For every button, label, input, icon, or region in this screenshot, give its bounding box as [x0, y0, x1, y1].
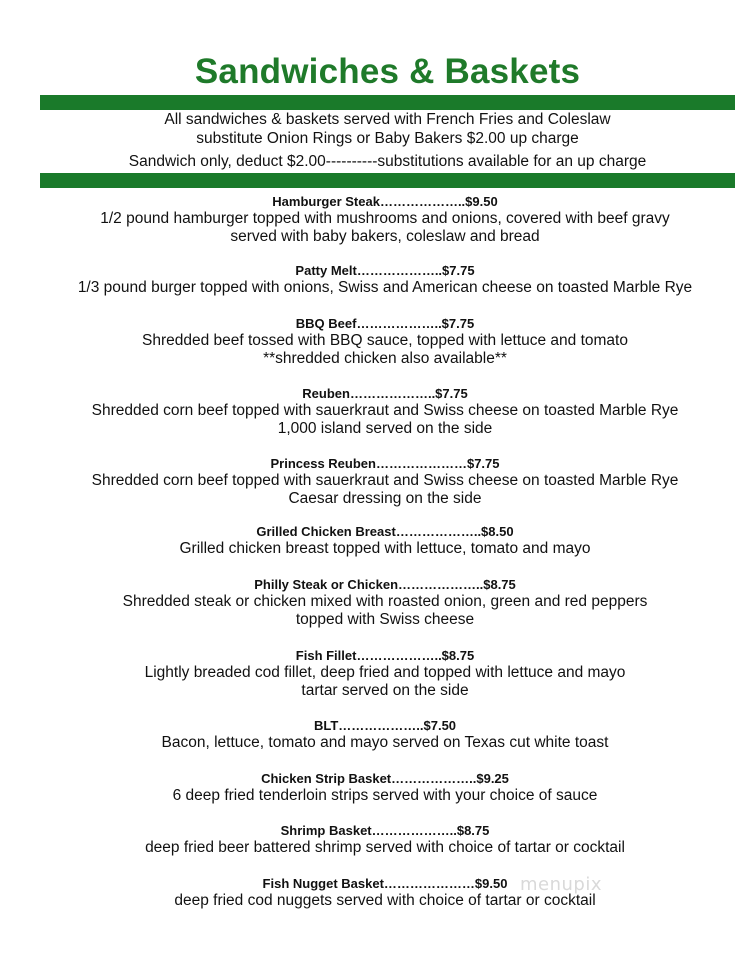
menu-item-blt: [0, 718, 750, 752]
item-description: deep fried beer battered shrimp served with choice of tartar or cocktail: [145, 839, 625, 856]
item-name-price: Princess Reuben…………………$7.75: [270, 456, 500, 471]
item-description: 1/3 pound burger topped with onions, Swiss and American cheese on toasted Marble Rye: [77, 279, 693, 296]
item-description: 6 deep fried tenderloin strips served with your choice of sauce: [172, 787, 598, 804]
green-divider-top: [40, 95, 735, 110]
menu-item-hamburger-steak: [0, 194, 750, 246]
item-name-price: Fish Fillet………………..$8.75: [295, 648, 475, 663]
menu-item-reuben: [0, 386, 750, 438]
item-description: Bacon, lettuce, tomato and mayo served on Texas cut white toast: [161, 734, 609, 751]
menu-item-grilled-chicken-breast: [0, 524, 750, 558]
item-description: Shredded corn beef topped with sauerkraut and Swiss cheese on toasted Marble Rye: [91, 472, 679, 489]
green-divider-bottom: [40, 173, 735, 188]
menupix-watermark: menupix: [520, 874, 603, 895]
menu-item-chicken-strip-basket: [0, 771, 750, 805]
item-description: 1/2 pound hamburger topped with mushrooms and onions, covered with beef gravy: [100, 210, 670, 227]
item-name-price: Shrimp Basket………………..$8.75: [280, 823, 490, 838]
menu-item-philly-steak: [0, 577, 750, 629]
item-description: Shredded beef tossed with BBQ sauce, topped with lettuce and tomato: [142, 332, 628, 349]
item-description: 1,000 island served on the side: [277, 420, 493, 437]
item-description: Shredded corn beef topped with sauerkraut and Swiss cheese on toasted Marble Rye: [91, 402, 679, 419]
menu-item-patty-melt: [0, 263, 750, 297]
item-name-price: Patty Melt………………..$7.75: [295, 263, 475, 278]
item-name-price: Philly Steak or Chicken………………..$8.75: [254, 577, 516, 592]
item-description: served with baby bakers, coleslaw and bread: [230, 228, 540, 245]
item-name-price: Reuben………………..$7.75: [302, 386, 468, 401]
item-description: **shredded chicken also available**: [263, 350, 507, 367]
page-title: Sandwiches & Baskets: [194, 52, 581, 91]
item-name-price: Chicken Strip Basket………………..$9.25: [261, 771, 509, 786]
intro-line-1: All sandwiches & baskets served with French Fries and Coleslaw: [164, 111, 611, 128]
menu-item-fish-nugget-basket: [0, 876, 750, 910]
intro-line-3: Sandwich only, deduct $2.00----------substitutions available for an up charge: [128, 153, 647, 170]
item-description: tartar served on the side: [301, 682, 469, 699]
item-name-price: BBQ Beef………………..$7.75: [295, 316, 475, 331]
menu-item-princess-reuben: [0, 456, 750, 508]
item-name-price: Grilled Chicken Breast………………..$8.50: [256, 524, 514, 539]
item-description: Shredded steak or chicken mixed with roasted onion, green and red peppers: [122, 593, 648, 610]
item-name-price: Hamburger Steak………………..$9.50: [272, 194, 498, 209]
item-description: deep fried cod nuggets served with choice of tartar or cocktail: [174, 892, 596, 909]
menu-item-bbq-beef: [0, 316, 750, 368]
item-name-price: BLT………………..$7.50: [313, 718, 457, 733]
menu-item-fish-fillet: [0, 648, 750, 700]
item-description: Caesar dressing on the side: [288, 490, 482, 507]
item-description: Grilled chicken breast topped with lettuce, tomato and mayo: [179, 540, 591, 557]
item-description: Lightly breaded cod fillet, deep fried and topped with lettuce and mayo: [144, 664, 626, 681]
item-description: topped with Swiss cheese: [295, 611, 475, 628]
menu-item-shrimp-basket: [0, 823, 750, 857]
intro-line-2: substitute Onion Rings or Baby Bakers $2.00 up charge: [196, 130, 579, 147]
item-name-price: Fish Nugget Basket…………………$9.50: [262, 876, 508, 891]
